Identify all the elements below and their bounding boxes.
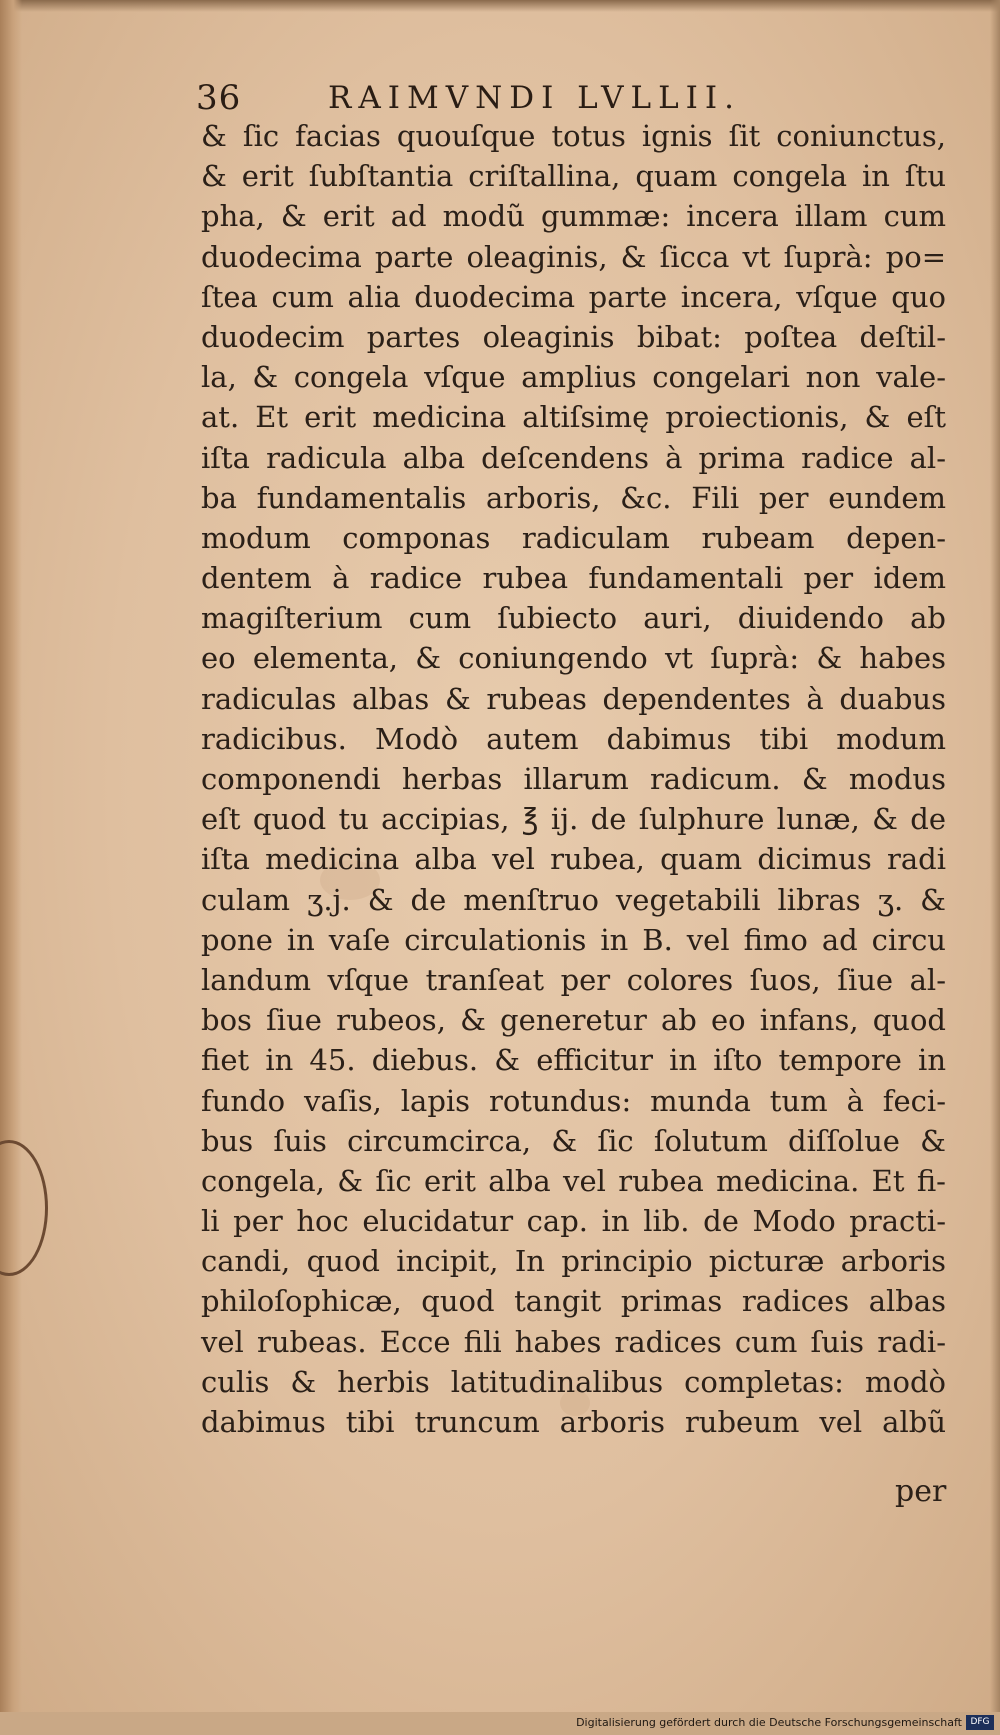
text-line: iſta medicina alba vel rubea, quam dicimus radi	[201, 842, 946, 877]
text-line: pone in vaſe circulationis in B. vel fimo ad circu	[201, 922, 946, 957]
text-line: eſt quod tu accipias, ℥ ij. de ſulphure lunæ, & de	[201, 802, 946, 837]
text-line: modum componas radiculam rubeam depen-	[201, 520, 946, 555]
text-line: radicibus. Modò autem dabimus tibi modum	[201, 721, 946, 756]
text-line: landum vſque tranſeat per colores ſuos, ſiue al-	[201, 962, 946, 997]
text-line: & ſic facias quouſque totus ignis ſit coniunctus,	[201, 119, 946, 153]
text-line: at. Et erit medicina altiſsimę proiectionis, & eſt	[201, 400, 946, 435]
text-line: bus ſuis circumcirca, & ſic ſolutum diſſolue &	[201, 1123, 946, 1158]
text-line: & erit ſubſtantia criſtallina, quam congela in ſtu	[201, 159, 946, 194]
text-line: iſta radicula alba deſcendens à prima radice al-	[201, 440, 946, 475]
binding-ring-mark	[0, 1140, 48, 1276]
text-line: dabimus tibi truncum arboris rubeum vel albũ	[201, 1405, 946, 1439]
catchword: per	[895, 1474, 947, 1509]
text-line: culis & herbis latitudinalibus completas: modò	[201, 1364, 946, 1399]
folio-number: 36	[196, 78, 242, 118]
text-line: congela, & ſic erit alba vel rubea medicina. Et fi-	[201, 1163, 946, 1198]
text-line: fiet in 45. diebus. & efficitur in iſto tempore in	[201, 1043, 946, 1078]
text-line: eo elementa, & coniungendo vt ſuprà: & habes	[201, 641, 946, 676]
text-line: la, & congela vſque amplius congelari non vale-	[201, 360, 946, 395]
text-line: ba fundamentalis arboris, &c. Fili per eundem	[201, 480, 946, 515]
page-right-edge	[990, 0, 1000, 1735]
text-line: componendi herbas illarum radicum. & modus	[201, 762, 946, 796]
text-line: ſtea cum alia duodecima parte incera, vſque quo	[201, 279, 946, 314]
text-line: philoſophicæ, quod tangit primas radices albas	[201, 1284, 946, 1319]
page-gutter-edge	[0, 0, 22, 1735]
running-head: RAIMVNDI LVLLII.	[328, 80, 741, 116]
page-top-edge	[0, 0, 1000, 12]
text-line: bos ſiue rubeos, & generetur ab eo infans, quod	[201, 1003, 946, 1038]
body-text	[201, 116, 946, 1442]
text-line: culam ʒ.j. & de menſtruo vegetabili libras ʒ. &	[201, 882, 946, 917]
dfg-logo: DFG	[966, 1715, 994, 1730]
text-line: magiſterium cum ſubiecto auri, diuidendo ab	[201, 601, 946, 636]
funding-credit: Digitalisierung gefördert durch die Deutsche Forschungsgemeinschaft	[576, 1716, 962, 1729]
text-line: li per hoc elucidatur cap. in lib. de Modo practi-	[201, 1204, 946, 1239]
text-line: duodecim partes oleaginis bibat: poſtea deſtil-	[201, 319, 946, 354]
text-line: pha, & erit ad modũ gummæ: incera illam cum	[201, 199, 946, 234]
text-line: fundo vaſis, lapis rotundus: munda tum à feci-	[201, 1083, 946, 1118]
text-line: radiculas albas & rubeas dependentes à duabus	[201, 681, 946, 716]
text-line: candi, quod incipit, In principio picturæ arboris	[201, 1244, 946, 1279]
text-line: dentem à radice rubea fundamentali per idem	[201, 561, 946, 596]
text-line: vel rubeas. Ecce fili habes radices cum ſuis radi-	[201, 1324, 946, 1359]
text-line: duodecima parte oleaginis, & ſicca vt ſuprà: po=	[201, 239, 946, 274]
